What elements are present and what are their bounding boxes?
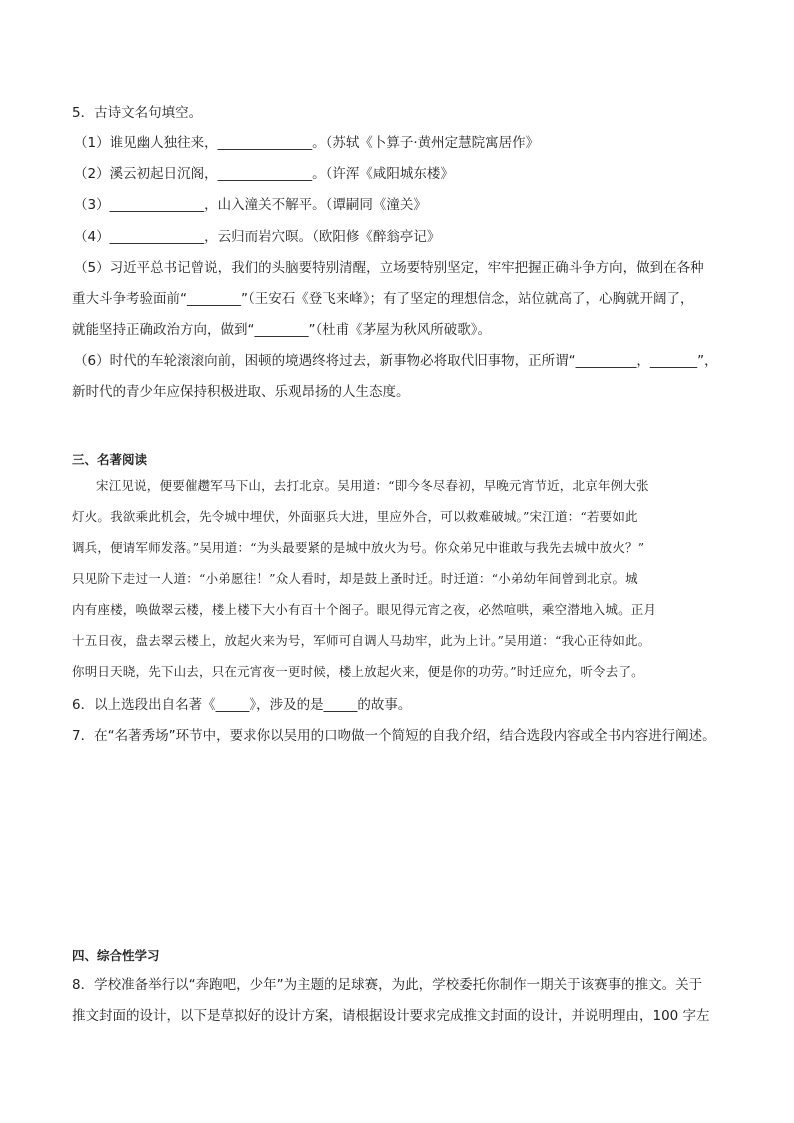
q5-item-1: （1）谁见幽人独往来，______________。（苏轼《卜算子·黄州定慧院寓居作》 bbox=[74, 135, 540, 151]
section-3-title: 三、名著阅读 bbox=[72, 452, 148, 467]
passage-line-7: 你明日天晓，先下山去，只在元宵夜一更时候，楼上放起火来，便是你的功劳。”时迁应允，听令去了。 bbox=[72, 664, 644, 679]
q5-item-3: （3）______________，山入潼关不解平。（谭嗣同《潼关》 bbox=[74, 197, 427, 213]
q7: 7．在“名著秀场”环节中，要求你以吴用的口吻做一个简短的自我介绍，结合选段内容或全书内容进行阐述。 bbox=[72, 728, 716, 744]
q6: 6．以上选段出自名著《_____》，涉及的是_____的故事。 bbox=[72, 697, 412, 713]
passage-line-3: 调兵，便请军师发落。”吴用道：“为头最要紧的是城中放火为号。你众弟兄中谁敢与我先去城中放火？” bbox=[72, 540, 645, 555]
passage-line-5: 内有座楼，唤做翠云楼，楼上楼下大小有百十个阁子。眼见得元宵之夜，必然喧哄，乘空潜地入城。正月 bbox=[72, 602, 657, 617]
passage-line-4: 只见阶下走过一人道：“小弟愿往！”众人看时，却是鼓上蚤时迁。时迁道：“小弟幼年间曾到北京。城 bbox=[72, 571, 638, 586]
section-4-title: 四、综合性学习 bbox=[72, 948, 160, 963]
q5-item-2: （2）溪云初起日沉阁，______________。（许浑《咸阳城东楼》 bbox=[74, 166, 454, 182]
q5-item-5-line-2: 重大斗争考验面前“________”（王安石《登飞来峰》；有了坚定的理想信念，站位就高了，心胸就开阔了， bbox=[72, 291, 694, 307]
q5-item-5-line-3: 就能坚持正确政治方向，做到“________”（杜甫《茅屋为秋风所破歌》。 bbox=[72, 322, 491, 338]
q5-item-5-line-1: （5）习近平总书记曾说，我们的头脑要特别清醒，立场要特别坚定，牢牢把握正确斗争方向，做到在各种 bbox=[74, 260, 704, 276]
passage-line-6: 十五日夜，盘去翠云楼上，放起火来为号，军师可自调人马劫牢，此为上计。”吴用道：“我心正待如此。 bbox=[72, 633, 651, 648]
q8-line-1: 8．学校准备举行以“奔跑吧，少年”为主题的足球赛，为此，学校委托你制作一期关于该赛事的推文。关于 bbox=[72, 977, 703, 993]
passage-line-2: 灯火。我欲乘此机会，先令城中埋伏，外面驱兵大进，里应外合，可以救难破城。”宋江道：“若要如此 bbox=[72, 509, 638, 524]
q5-title: 5．古诗文名句填空。 bbox=[72, 105, 203, 121]
q8-line-2: 推文封面的设计，以下是草拟好的设计方案，请根据设计要求完成推文封面的设计，并说明理由，100 字左 bbox=[72, 1008, 710, 1024]
q5-item-4: （4）______________，云归而岩穴暝。（欧阳修《醉翁亭记》 bbox=[74, 229, 441, 245]
q5-item-6-line-2: 新时代的青少年应保持积极进取、乐观昂扬的人生态度。 bbox=[72, 384, 410, 400]
passage-line-1: 宋江见说，便要催趱军马下山，去打北京。吴用道：“即今冬尽春初，早晚元宵节近，北京年例大张 bbox=[96, 478, 649, 493]
q5-item-6-line-1: （6）时代的车轮滚滚向前，困顿的境遇终将过去，新事物必将取代旧事物，正所谓“_________，_______”， bbox=[74, 353, 718, 369]
